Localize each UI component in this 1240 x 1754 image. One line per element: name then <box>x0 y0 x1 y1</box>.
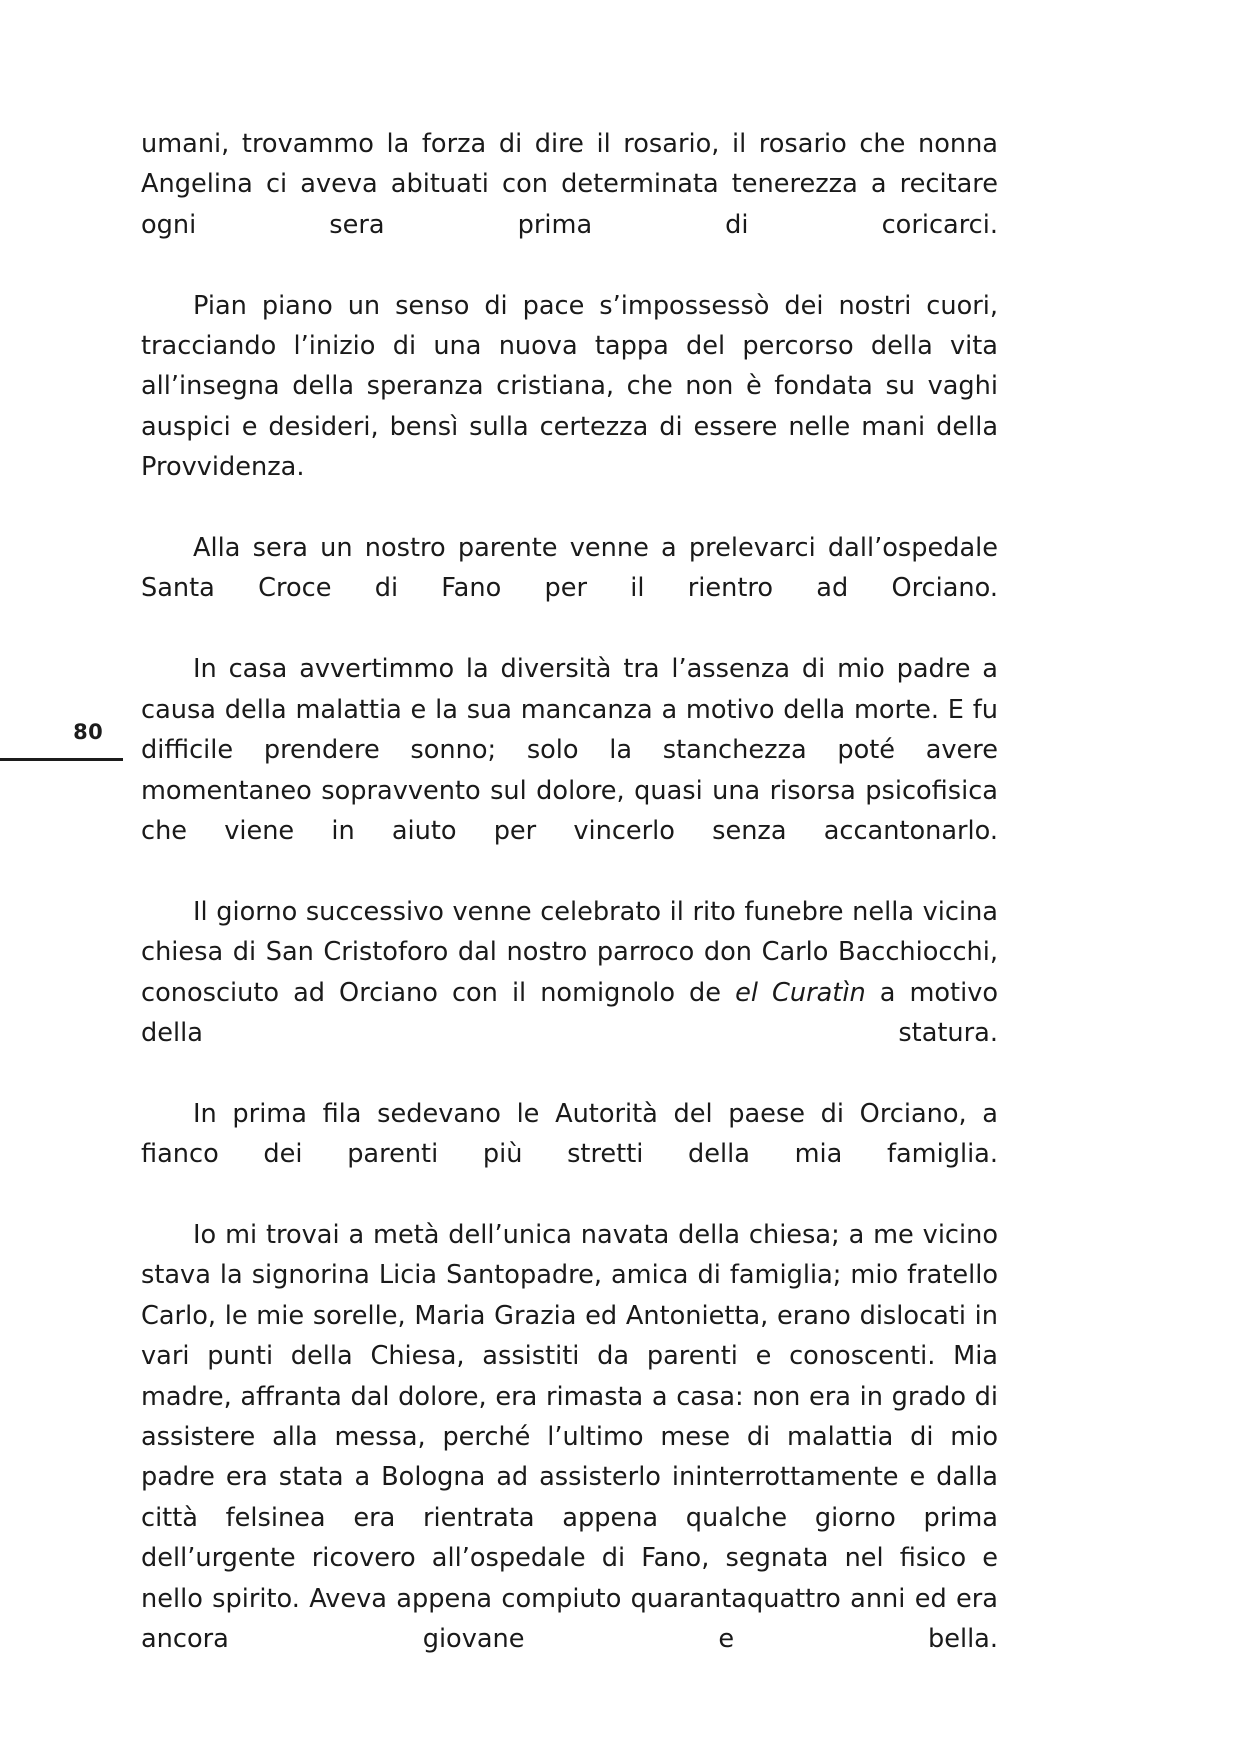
paragraph-5 <box>141 892 998 1094</box>
paragraph-7 <box>141 1215 998 1700</box>
paragraph-1 <box>141 124 998 286</box>
paragraph-6 <box>141 1094 998 1215</box>
paragraph-5-run-2-italic: el Curatìn <box>735 977 866 1008</box>
paragraph-1-run-1: umani, trovammo la forza di dire il rosario, il rosario che nonna Angelina ci aveva abituati con determinata tenerezza a recitare ogni sera prima di coricarci. <box>141 129 998 240</box>
folio-block <box>0 722 123 782</box>
paragraph-7-run-1: Io mi trovai a metà dell’unica navata della chiesa; a me vicino stava la signorina Licia Santopadre, amica di famiglia; mio fratello Carlo, le mie sorelle, Maria Grazia ed Antonietta, erano dislocati in vari punti della Chiesa, assistiti da parenti e conoscenti. Mia madre, affranta dal dolore, era rimasta a casa: non era in grado di assistere alla messa, perché l’ultimo mese di malattia di mio padre era stata a Bologna ad assisterlo ininterrottamente e dalla città felsinea era rientrata appena qualche giorno prima dell’urgente ricovero all’ospedale di Fano, segnata nel fisico e nello spirito. Aveva appena compiuto quarantaquattro anni ed era ancora giovane e bella. <box>141 1219 998 1655</box>
paragraph-6-run-1: In prima fila sedevano le Autorità del paese di Orciano, a fianco dei parenti più stretti della mia famiglia. <box>141 1098 998 1170</box>
paragraph-3-run-1: Alla sera un nostro parente venne a prelevarci dall’ospedale Santa Croce di Fano per il rientro ad Orciano. <box>141 533 998 604</box>
paragraph-5-run-3: a motivo della statura. <box>141 977 998 1048</box>
paragraph-3 <box>141 528 998 649</box>
paragraph-2 <box>141 286 998 528</box>
body-text-column <box>141 124 998 1700</box>
paragraph-4 <box>141 649 998 891</box>
folio-rule <box>0 758 123 761</box>
paragraph-2-run-1: Pian piano un senso di pace s’impossessò dei nostri cuori, tracciando l’inizio di una nuova tappa del percorso della vita all’insegna della speranza cristiana, che non è fondata su vaghi auspici e desideri, bensì sulla certezza di essere nelle mani della Provvidenza. <box>141 290 998 483</box>
paragraph-4-run-1: In casa avvertimmo la diversità tra l’assenza di mio padre a causa della malattia e la sua mancanza a motivo della morte. E fu difficile prendere sonno; solo la stanchezza poté avere momentaneo sopravvento sul dolore, quasi una risorsa psicofisica che viene in aiuto per vincerlo senza accantonarlo. <box>141 654 998 846</box>
paragraph-5-run-1: Il giorno successivo venne celebrato il rito funebre nella vicina chiesa di San Cristoforo dal nostro parroco don Carlo Bacchiocchi, conosciuto ad Orciano con il nomignolo de <box>141 896 998 1008</box>
page-number: 80 <box>73 720 103 744</box>
